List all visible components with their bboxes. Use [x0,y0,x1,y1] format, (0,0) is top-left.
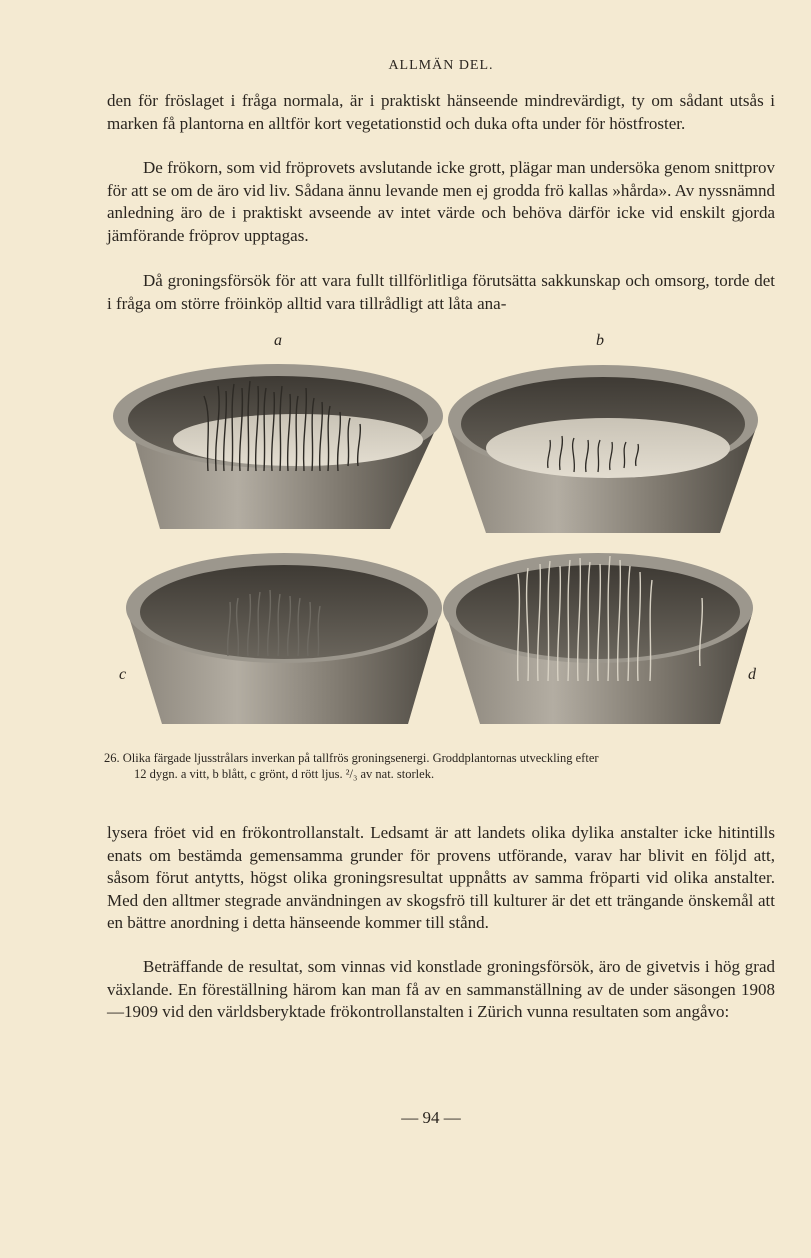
figure-label-c: c [119,666,127,683]
figure-seedling-pots [108,332,760,728]
paragraph-1: den för fröslaget i fråga normala, är i praktiskt hänseende mindrevärdigt, ty om sådant utsås i marken få plantorna en alltför kort vegetationstid och duka ofta under för höstfroster. [107,91,775,133]
pots-illustration [108,336,760,728]
figure-label-b: b [596,332,604,349]
caption-line-2: 12 dygn. a vitt, b blått, c grönt, d rött ljus. ²/₃ av nat. storlek. [134,767,435,781]
paragraph-5: Beträffande de resultat, som vinnas vid konstlade groningsförsök, äro de givetvis i hög grad växlande. En föreställning härom kan man få av en sammanställning av de under säsongen 1908—1909 vid den världsberyktade frökontrollanstalten i Zürich vunna resultaten som angåvo: [107,957,775,1021]
pot-c [126,553,442,724]
page-number: — 94 — [401,1108,461,1127]
paragraph-2: De frökorn, som vid fröprovets avslutande icke grott, plägar man undersöka genom snittprov för att se om de äro vid liv. Sådana ännu levande men ej grodda frö kallas »hårda». Av nyssnämnd anledning äro de i praktiskt avseende av intet värde och behöva därför icke vid enskilt gjorda jämförande fröprov upptagas. [107,158,775,245]
paragraph-4: lysera fröet vid en frökontrollanstalt. Ledsamt är att landets olika dylika anstalter icke hitintills enats om bestämda gemensamma grunder för provens utförande, varav har blivit en följd att, såsom förut antytts, högst olika groningsresultat uppnåtts av samma fröparti vid olika anstalter. Med den alltmer stegrade användningen av skogsfrö till kulturer är det ett trängande önskemål att en bättre anordning i detta hänseende kommer till stånd. [107,823,775,932]
figure-caption [104,750,772,782]
figure-label-a: a [274,332,282,349]
pot-b [448,365,758,533]
pot-d [443,553,753,724]
paragraph-3: Då groningsförsök för att vara fullt tillförlitliga förutsätta sakkunskap och omsorg, torde det i fråga om större fröinköp alltid vara tillrådligt att låta ana- [107,271,775,313]
caption-number: 26. [104,751,120,765]
pot-a [113,364,443,529]
figure-label-d: d [748,666,756,683]
caption-line-1: Olika färgade ljusstrålars inverkan på tallfrös groningsenergi. Groddplantornas utveckling efter [122,751,599,765]
running-header: ALLMÄN DEL. [388,58,494,73]
